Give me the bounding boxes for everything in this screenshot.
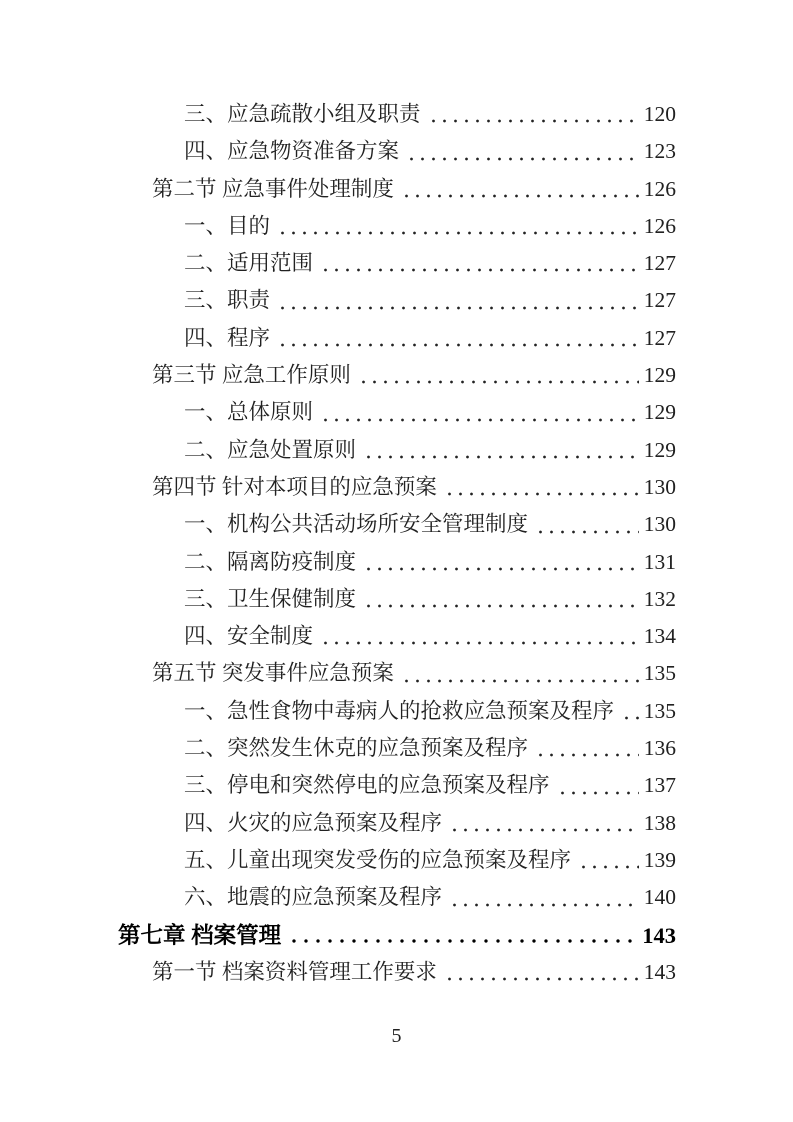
toc-entry[interactable] xyxy=(0,394,676,431)
toc-entry[interactable] xyxy=(0,320,676,357)
toc-entry-label: 第五节 突发事件应急预案 xyxy=(152,661,394,686)
dot-leader xyxy=(401,191,639,201)
toc-entry-label: 第二节 应急事件处理制度 xyxy=(152,176,394,201)
toc-entry-label: 第七章 档案管理 xyxy=(118,922,282,948)
toc-entry[interactable] xyxy=(0,767,676,804)
toc-entry-label: 一、急性食物中毒病人的抢救应急预案及程序 xyxy=(184,698,615,723)
toc-entry[interactable] xyxy=(0,879,676,916)
toc-entry[interactable] xyxy=(0,730,676,767)
toc-entry-label: 第四节 针对本项目的应急预案 xyxy=(152,474,437,499)
dot-leader xyxy=(320,415,639,425)
dot-leader xyxy=(277,228,639,238)
toc-entry-label: 三、停电和突然停电的应急预案及程序 xyxy=(184,773,550,798)
toc-entry-page-number: 136 xyxy=(643,736,676,761)
toc-entry-page-number: 130 xyxy=(643,512,676,537)
toc-entry[interactable] xyxy=(0,581,676,618)
dot-leader xyxy=(578,862,639,872)
dot-leader xyxy=(449,825,639,835)
table-of-contents xyxy=(0,96,676,991)
dot-leader xyxy=(621,713,639,723)
dot-leader xyxy=(449,900,639,910)
toc-entry-page-number: 127 xyxy=(643,288,676,313)
toc-entry[interactable] xyxy=(0,693,676,730)
toc-entry-label: 四、程序 xyxy=(184,325,271,350)
dot-leader xyxy=(428,116,639,126)
dot-leader xyxy=(363,601,639,611)
toc-entry-label: 五、儿童出现突发受伤的应急预案及程序 xyxy=(184,847,572,872)
toc-entry[interactable] xyxy=(0,655,676,692)
toc-entry-page-number: 143 xyxy=(642,922,676,948)
toc-entry-page-number: 138 xyxy=(643,810,676,835)
toc-entry[interactable] xyxy=(0,805,676,842)
toc-entry-label: 三、卫生保健制度 xyxy=(184,586,357,611)
toc-entry-page-number: 131 xyxy=(643,549,676,574)
toc-entry-label: 二、隔离防疫制度 xyxy=(184,549,357,574)
page-footer xyxy=(0,1022,793,1050)
toc-entry-label: 六、地震的应急预案及程序 xyxy=(184,885,443,910)
toc-entry[interactable] xyxy=(0,208,676,245)
toc-entry[interactable] xyxy=(0,96,676,133)
toc-entry[interactable] xyxy=(0,506,676,543)
dot-leader xyxy=(535,750,639,760)
dot-leader xyxy=(358,377,639,387)
toc-entry-label: 一、目的 xyxy=(184,213,271,238)
toc-entry-page-number: 140 xyxy=(643,885,676,910)
toc-entry-label: 四、火灾的应急预案及程序 xyxy=(184,810,443,835)
toc-entry-label: 一、机构公共活动场所安全管理制度 xyxy=(184,512,529,537)
toc-entry[interactable] xyxy=(0,171,676,208)
toc-entry-page-number: 139 xyxy=(643,847,676,872)
dot-leader xyxy=(406,154,639,164)
toc-entry-page-number: 120 xyxy=(643,102,676,126)
dot-leader xyxy=(320,638,639,648)
toc-entry-page-number: 132 xyxy=(643,586,676,611)
toc-entry[interactable] xyxy=(0,282,676,319)
dot-leader xyxy=(444,974,639,984)
toc-entry-page-number: 127 xyxy=(643,325,676,350)
dot-leader xyxy=(557,788,639,798)
dot-leader xyxy=(320,265,639,275)
dot-leader xyxy=(535,527,639,537)
toc-entry-label: 三、应急疏散小组及职责 xyxy=(184,102,421,126)
toc-entry[interactable] xyxy=(0,618,676,655)
toc-entry-page-number: 135 xyxy=(643,698,676,723)
toc-entry[interactable] xyxy=(0,357,676,394)
toc-entry-label: 三、职责 xyxy=(184,288,271,313)
toc-entry[interactable] xyxy=(0,469,676,506)
toc-entry-page-number: 135 xyxy=(643,661,676,686)
page-number: 5 xyxy=(391,1025,402,1047)
dot-leader xyxy=(444,489,639,499)
toc-entry-page-number: 127 xyxy=(643,251,676,276)
toc-entry-page-number: 129 xyxy=(643,437,676,462)
toc-entry[interactable] xyxy=(0,432,676,469)
toc-entry-page-number: 129 xyxy=(643,363,676,388)
toc-entry-label: 二、适用范围 xyxy=(184,251,314,276)
toc-entry-label: 第三节 应急工作原则 xyxy=(152,363,351,388)
toc-entry-label: 二、突然发生休克的应急预案及程序 xyxy=(184,736,529,761)
toc-entry[interactable] xyxy=(0,133,676,170)
toc-entry-label: 二、应急处置原则 xyxy=(184,437,357,462)
toc-entry-page-number: 129 xyxy=(643,400,676,425)
toc-entry-page-number: 137 xyxy=(643,773,676,798)
toc-entry[interactable] xyxy=(0,954,676,991)
toc-entry-page-number: 143 xyxy=(643,959,676,984)
toc-entry-page-number: 126 xyxy=(643,176,676,201)
dot-leader xyxy=(363,452,639,462)
toc-entry-page-number: 123 xyxy=(643,139,676,164)
dot-leader xyxy=(277,303,639,313)
toc-entry-page-number: 134 xyxy=(643,624,676,649)
dot-leader xyxy=(277,340,639,350)
toc-entry-label: 第一节 档案资料管理工作要求 xyxy=(152,959,437,984)
toc-entry-label: 四、安全制度 xyxy=(184,624,314,649)
toc-entry-label: 四、应急物资准备方案 xyxy=(184,139,400,164)
toc-entry-label: 一、总体原则 xyxy=(184,400,314,425)
toc-entry-page-number: 130 xyxy=(643,474,676,499)
dot-leader xyxy=(288,936,637,946)
toc-entry[interactable] xyxy=(0,245,676,282)
toc-entry[interactable] xyxy=(0,917,676,954)
toc-entry[interactable] xyxy=(0,842,676,879)
toc-entry-page-number: 126 xyxy=(643,213,676,238)
dot-leader xyxy=(401,676,639,686)
dot-leader xyxy=(363,564,639,574)
toc-entry[interactable] xyxy=(0,544,676,581)
